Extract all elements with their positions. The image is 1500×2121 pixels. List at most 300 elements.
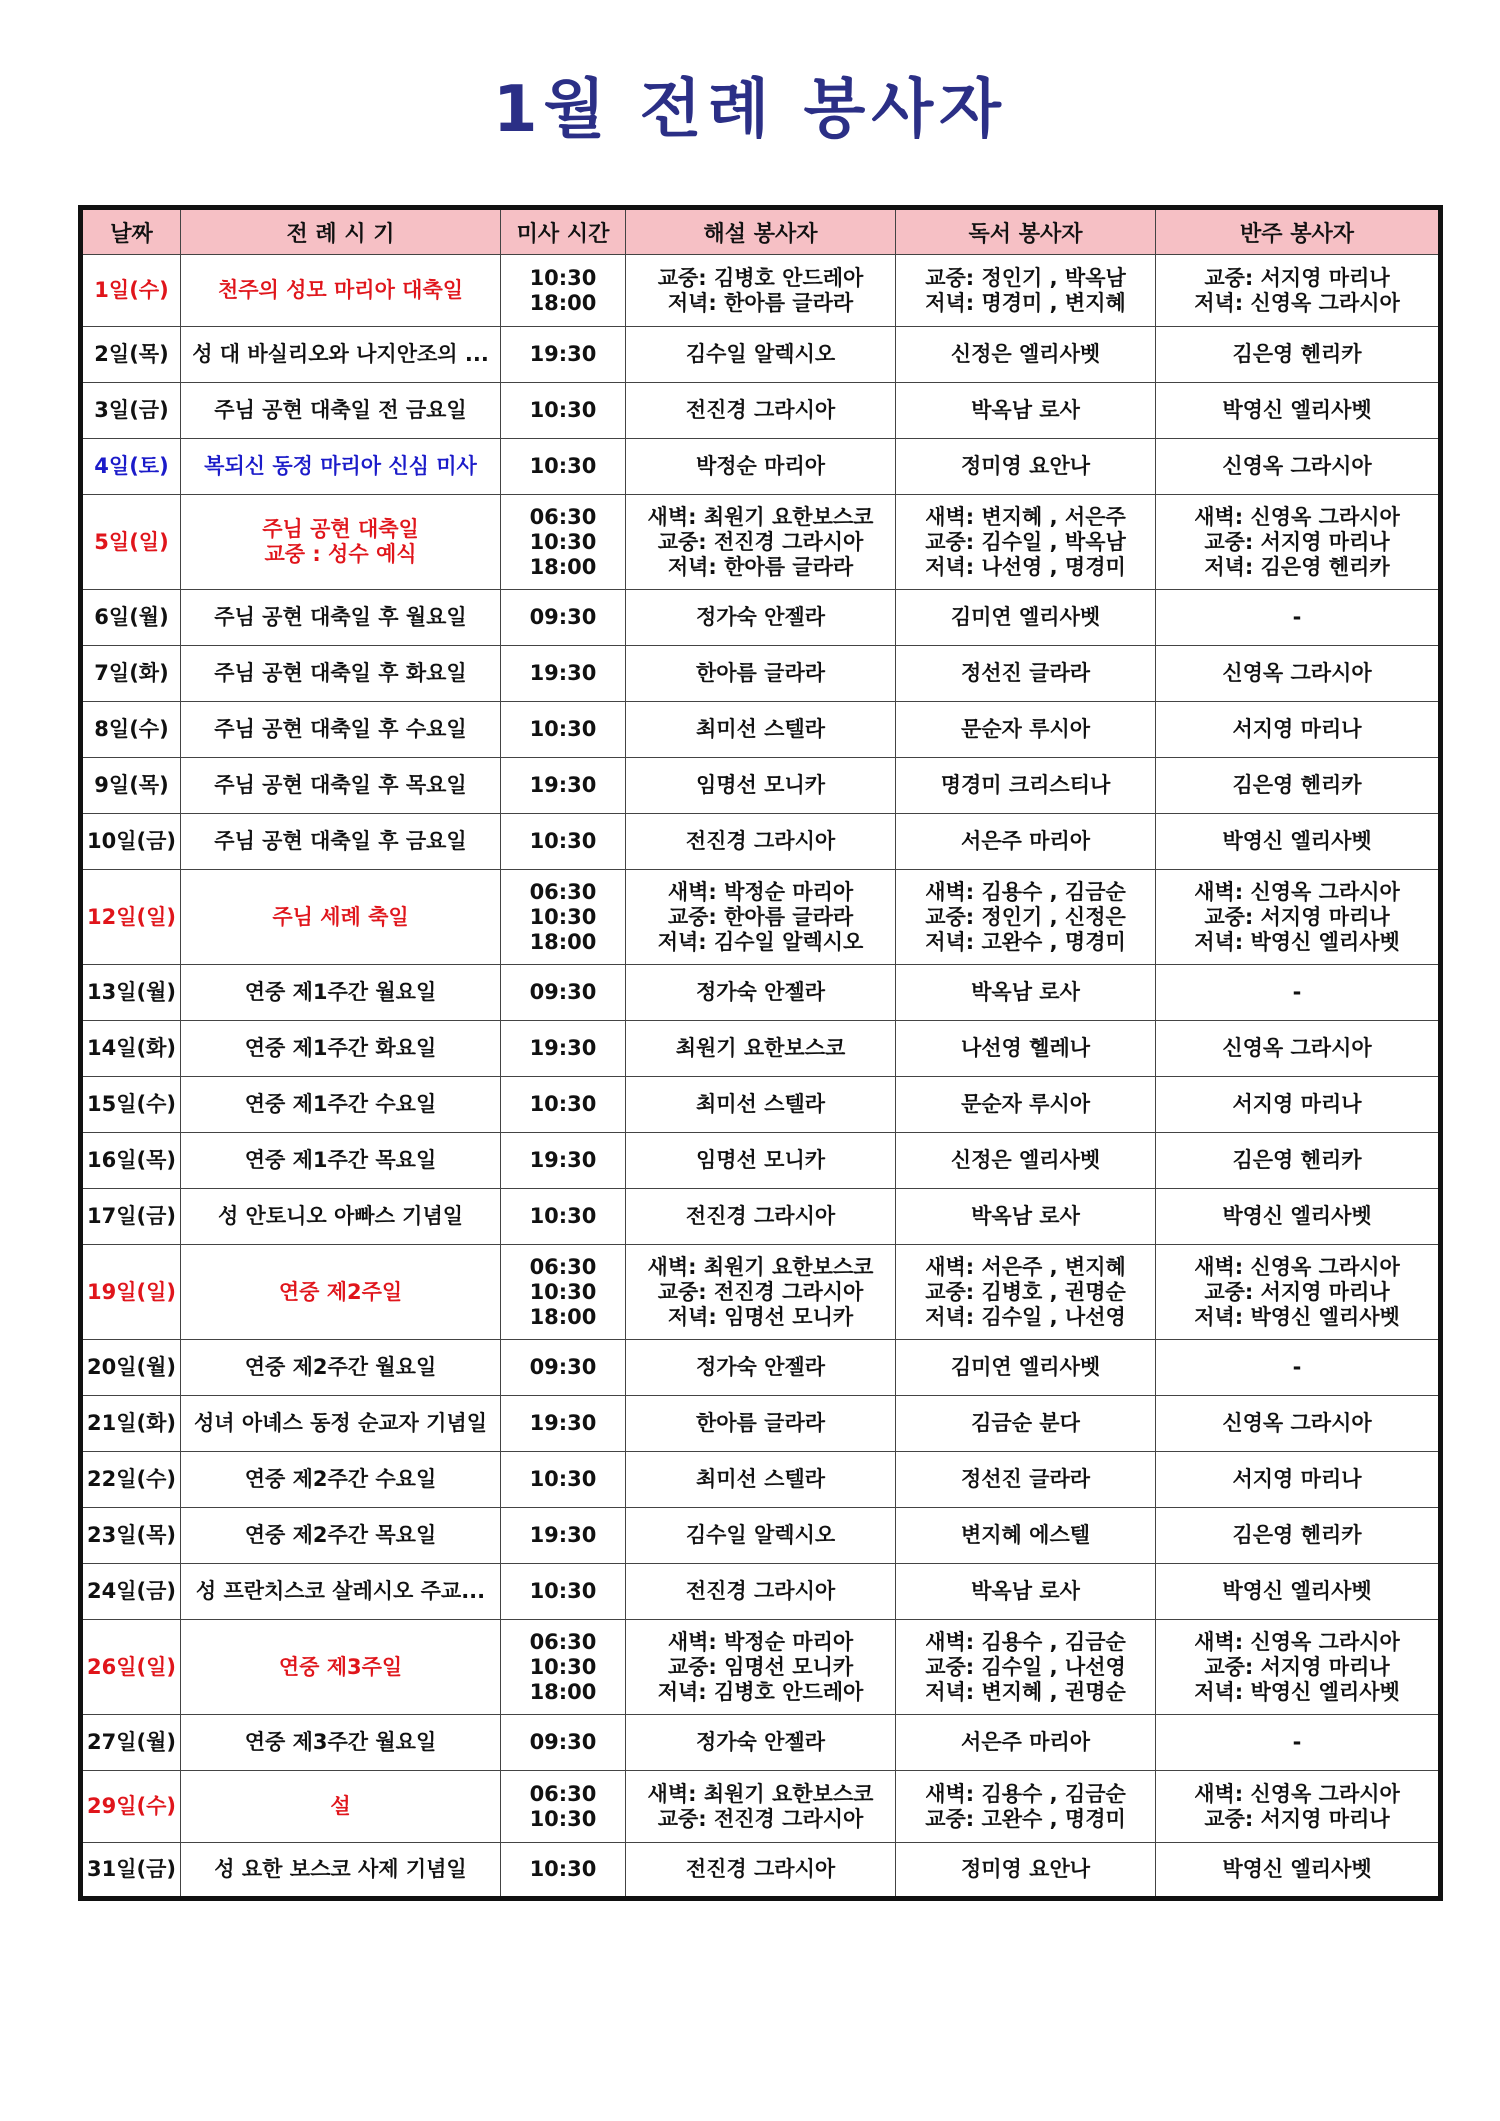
header-time: 미사 시간	[501, 208, 626, 255]
commentary-cell	[626, 1077, 896, 1133]
accompany-line: 박영신 엘리사벳	[1222, 1579, 1372, 1603]
commentary-line: 한아름 글라라	[695, 1411, 826, 1435]
accompany-line: 신영옥 그라시아	[1222, 454, 1372, 478]
accompany-cell	[1156, 495, 1441, 590]
commentary-line: 새벽: 최원기 요한보스코	[647, 504, 874, 529]
time-line: 10:30	[529, 1654, 597, 1679]
accompany-line: 김은영 헨리카	[1232, 1523, 1362, 1547]
reading-cell	[896, 1452, 1156, 1508]
commentary-line: 새벽: 박정순 마리아	[667, 879, 854, 904]
season-cell	[181, 1189, 501, 1245]
accompany-cell	[1156, 1396, 1441, 1452]
accompany-line: -	[1292, 1730, 1302, 1754]
commentary-line: 전진경 그라시아	[685, 1204, 836, 1228]
season-cell	[181, 1077, 501, 1133]
accompany-line: 교중: 서지영 마리나	[1204, 1806, 1390, 1831]
commentary-line: 교중: 김병호 안드레아	[657, 265, 864, 290]
commentary-line: 저녁: 김수일 알렉시오	[657, 929, 864, 954]
table-row	[81, 255, 1441, 327]
time-cell	[501, 327, 626, 383]
date-cell: 7일(화)	[81, 646, 181, 702]
accompany-line: 교중: 서지영 마리나	[1204, 1654, 1390, 1679]
accompany-cell	[1156, 702, 1441, 758]
reading-line: 정선진 글라라	[960, 1467, 1091, 1491]
accompany-cell	[1156, 1077, 1441, 1133]
accompany-line: 새벽: 신영옥 그라시아	[1194, 504, 1400, 529]
table-row	[81, 1508, 1441, 1564]
commentary-cell	[626, 1189, 896, 1245]
commentary-line: 정가숙 안젤라	[695, 605, 826, 629]
time-cell	[501, 1843, 626, 1899]
accompany-cell	[1156, 590, 1441, 646]
season-label: 성녀 아녜스 동정 순교자 기념일	[194, 1411, 487, 1435]
reading-line: 신정은 엘리사벳	[950, 342, 1101, 366]
date-cell: 6일(월)	[81, 590, 181, 646]
reading-line: 교중: 김수일 , 박옥남	[925, 529, 1126, 554]
date-cell: 5일(일)	[81, 495, 181, 590]
season-cell	[181, 590, 501, 646]
season-label: 복되신 동정 마리아 신심 미사	[204, 454, 477, 478]
reading-line: 명경미 크리스티나	[940, 773, 1111, 797]
table-row	[81, 1021, 1441, 1077]
date-cell: 1일(수)	[81, 255, 181, 327]
commentary-line: 교중: 한아름 글라라	[667, 904, 854, 929]
season-label: 주님 공현 대축일 후 금요일	[214, 829, 467, 853]
season-label: 설	[330, 1794, 351, 1818]
reading-line: 정미영 요안나	[960, 1857, 1091, 1881]
date-cell: 3일(금)	[81, 383, 181, 439]
accompany-line: 새벽: 신영옥 그라시아	[1194, 1254, 1400, 1279]
season-label: 천주의 성모 마리아 대축일	[217, 278, 464, 302]
time-line: 10:30	[529, 1857, 597, 1881]
reading-cell	[896, 1715, 1156, 1771]
time-cell	[501, 439, 626, 495]
accompany-line: 새벽: 신영옥 그라시아	[1194, 1629, 1400, 1654]
accompany-cell	[1156, 439, 1441, 495]
season-label: 연중 제1주간 목요일	[244, 1148, 437, 1172]
accompany-line: 저녁: 박영신 엘리사벳	[1194, 929, 1400, 954]
commentary-line: 새벽: 최원기 요한보스코	[647, 1254, 874, 1279]
accompany-line: 신영옥 그라시아	[1222, 1411, 1372, 1435]
accompany-cell	[1156, 1133, 1441, 1189]
commentary-line: 교중: 전진경 그라시아	[657, 529, 864, 554]
date-cell: 27일(월)	[81, 1715, 181, 1771]
time-line: 10:30	[529, 1579, 597, 1603]
time-cell	[501, 1564, 626, 1620]
time-cell	[501, 1508, 626, 1564]
commentary-line: 정가숙 안젤라	[695, 1355, 826, 1379]
commentary-cell	[626, 870, 896, 965]
season-label: 성 안토니오 아빠스 기념일	[217, 1204, 464, 1228]
season-cell	[181, 1620, 501, 1715]
time-cell	[501, 965, 626, 1021]
header-reading: 독서 봉사자	[896, 208, 1156, 255]
header-accompany: 반주 봉사자	[1156, 208, 1441, 255]
commentary-cell	[626, 327, 896, 383]
time-line: 19:30	[529, 1036, 597, 1060]
accompany-cell	[1156, 758, 1441, 814]
reading-line: 저녁: 명경미 , 변지혜	[925, 290, 1126, 315]
season-cell	[181, 383, 501, 439]
reading-cell	[896, 702, 1156, 758]
commentary-line: 저녁: 김병호 안드레아	[657, 1679, 864, 1704]
reading-line: 새벽: 김용수 , 김금순	[925, 879, 1126, 904]
reading-line: 저녁: 나선영 , 명경미	[925, 554, 1126, 579]
time-line: 06:30	[529, 879, 597, 904]
reading-line: 저녁: 김수일 , 나선영	[925, 1304, 1126, 1329]
commentary-line: 저녁: 한아름 글라라	[667, 554, 854, 579]
reading-cell	[896, 1843, 1156, 1899]
reading-line: 변지혜 에스텔	[960, 1523, 1091, 1547]
time-line: 19:30	[529, 1411, 597, 1435]
time-cell	[501, 255, 626, 327]
time-line: 18:00	[529, 1304, 597, 1329]
commentary-line: 교중: 임명선 모니카	[667, 1654, 854, 1679]
time-cell	[501, 1396, 626, 1452]
reading-cell	[896, 1564, 1156, 1620]
reading-line: 새벽: 서은주 , 변지혜	[925, 1254, 1126, 1279]
reading-cell	[896, 1620, 1156, 1715]
reading-cell	[896, 1771, 1156, 1843]
time-line: 10:30	[529, 398, 597, 422]
date-cell: 4일(토)	[81, 439, 181, 495]
season-cell	[181, 870, 501, 965]
commentary-line: 임명선 모니카	[695, 773, 826, 797]
time-line: 19:30	[529, 773, 597, 797]
commentary-line: 최미선 스텔라	[695, 717, 826, 741]
accompany-cell	[1156, 255, 1441, 327]
season-cell	[181, 1133, 501, 1189]
reading-cell	[896, 1340, 1156, 1396]
time-line: 19:30	[529, 1523, 597, 1547]
table-row	[81, 1077, 1441, 1133]
date-cell: 23일(목)	[81, 1508, 181, 1564]
table-row	[81, 1843, 1441, 1899]
time-cell	[501, 495, 626, 590]
accompany-cell	[1156, 646, 1441, 702]
reading-line: 저녁: 고완수 , 명경미	[925, 929, 1126, 954]
commentary-cell	[626, 1715, 896, 1771]
commentary-cell	[626, 495, 896, 590]
reading-line: 교중: 정인기 , 신정은	[925, 904, 1126, 929]
accompany-line: 저녁: 김은영 헨리카	[1204, 554, 1390, 579]
season-cell	[181, 327, 501, 383]
commentary-cell	[626, 1564, 896, 1620]
reading-line: 박옥남 로사	[971, 398, 1080, 422]
reading-cell	[896, 1396, 1156, 1452]
season-cell	[181, 1396, 501, 1452]
commentary-cell	[626, 383, 896, 439]
accompany-cell	[1156, 1715, 1441, 1771]
season-label: 연중 제2주일	[278, 1279, 403, 1304]
accompany-line: 서지영 마리나	[1232, 717, 1362, 741]
accompany-line: 서지영 마리나	[1232, 1467, 1362, 1491]
accompany-cell	[1156, 1021, 1441, 1077]
table-row	[81, 590, 1441, 646]
season-label: 연중 제3주간 월요일	[244, 1730, 437, 1754]
table-row	[81, 965, 1441, 1021]
accompany-cell	[1156, 870, 1441, 965]
time-cell	[501, 758, 626, 814]
accompany-line: 저녁: 박영신 엘리사벳	[1194, 1304, 1400, 1329]
season-label: 성 요한 보스코 사제 기념일	[214, 1857, 467, 1881]
commentary-line: 박정순 마리아	[695, 454, 826, 478]
time-line: 18:00	[529, 1679, 597, 1704]
time-line: 10:30	[529, 717, 597, 741]
reading-line: 서은주 마리아	[960, 829, 1091, 853]
time-cell	[501, 1340, 626, 1396]
accompany-line: 서지영 마리나	[1232, 1092, 1362, 1116]
season-cell	[181, 1843, 501, 1899]
date-cell: 10일(금)	[81, 814, 181, 870]
time-cell	[501, 1245, 626, 1340]
accompany-cell	[1156, 1843, 1441, 1899]
date-cell: 24일(금)	[81, 1564, 181, 1620]
commentary-line: 전진경 그라시아	[685, 829, 836, 853]
reading-cell	[896, 1021, 1156, 1077]
commentary-cell	[626, 646, 896, 702]
schedule-table	[78, 205, 1443, 1901]
header-season: 전 례 시 기	[181, 208, 501, 255]
season-cell	[181, 1715, 501, 1771]
season-cell	[181, 702, 501, 758]
season-cell	[181, 1340, 501, 1396]
commentary-line: 새벽: 박정순 마리아	[667, 1629, 854, 1654]
time-line: 10:30	[529, 829, 597, 853]
season-cell	[181, 495, 501, 590]
season-cell	[181, 646, 501, 702]
time-line: 18:00	[529, 929, 597, 954]
commentary-cell	[626, 1340, 896, 1396]
accompany-line: 김은영 헨리카	[1232, 1148, 1362, 1172]
accompany-cell	[1156, 1508, 1441, 1564]
time-line: 06:30	[529, 504, 597, 529]
season-label: 주님 공현 대축일 후 화요일	[214, 661, 467, 685]
accompany-line: 박영신 엘리사벳	[1222, 1857, 1372, 1881]
reading-line: 김금순 분다	[971, 1411, 1080, 1435]
time-line: 10:30	[529, 1092, 597, 1116]
header-row	[81, 208, 1441, 255]
reading-line: 박옥남 로사	[971, 1579, 1080, 1603]
season-label: 주님 공현 대축일 전 금요일	[214, 398, 467, 422]
season-cell	[181, 1508, 501, 1564]
reading-line: 문순자 루시아	[960, 1092, 1091, 1116]
time-line: 09:30	[529, 1355, 597, 1379]
accompany-line: 저녁: 신영옥 그라시아	[1194, 290, 1400, 315]
commentary-line: 전진경 그라시아	[685, 398, 836, 422]
date-cell: 2일(목)	[81, 327, 181, 383]
date-cell: 16일(목)	[81, 1133, 181, 1189]
accompany-line: -	[1292, 605, 1302, 629]
time-cell	[501, 814, 626, 870]
table-row	[81, 1245, 1441, 1340]
accompany-line: 김은영 헨리카	[1232, 342, 1362, 366]
accompany-line: 박영신 엘리사벳	[1222, 1204, 1372, 1228]
season-cell	[181, 1452, 501, 1508]
time-cell	[501, 590, 626, 646]
reading-line: 저녁: 변지혜 , 권명순	[925, 1679, 1126, 1704]
reading-line: 새벽: 변지혜 , 서은주	[925, 504, 1126, 529]
reading-line: 신정은 엘리사벳	[950, 1148, 1101, 1172]
time-line: 10:30	[529, 1806, 597, 1831]
table-row	[81, 1771, 1441, 1843]
commentary-line: 정가숙 안젤라	[695, 1730, 826, 1754]
commentary-line: 최원기 요한보스코	[675, 1036, 846, 1060]
season-label: 연중 제2주간 목요일	[244, 1523, 437, 1547]
commentary-line: 최미선 스텔라	[695, 1092, 826, 1116]
season-label: 성 프란치스코 살레시오 주교...	[195, 1579, 486, 1603]
time-line: 06:30	[529, 1781, 597, 1806]
table-row	[81, 702, 1441, 758]
reading-cell	[896, 1189, 1156, 1245]
date-cell: 21일(화)	[81, 1396, 181, 1452]
reading-cell	[896, 965, 1156, 1021]
table-row	[81, 814, 1441, 870]
table-row	[81, 1133, 1441, 1189]
accompany-cell	[1156, 1189, 1441, 1245]
commentary-line: 전진경 그라시아	[685, 1857, 836, 1881]
accompany-cell	[1156, 814, 1441, 870]
time-cell	[501, 870, 626, 965]
reading-line: 새벽: 김용수 , 김금순	[925, 1781, 1126, 1806]
reading-cell	[896, 870, 1156, 965]
commentary-cell	[626, 1843, 896, 1899]
commentary-cell	[626, 439, 896, 495]
reading-cell	[896, 327, 1156, 383]
season-cell	[181, 439, 501, 495]
table-row	[81, 1396, 1441, 1452]
reading-cell	[896, 1077, 1156, 1133]
accompany-cell	[1156, 1245, 1441, 1340]
season-label: 주님 공현 대축일 후 월요일	[214, 605, 467, 629]
table-row	[81, 439, 1441, 495]
commentary-line: 최미선 스텔라	[695, 1467, 826, 1491]
accompany-line: 교중: 서지영 마리나	[1204, 265, 1390, 290]
commentary-line: 김수일 알렉시오	[685, 342, 836, 366]
season-cell	[181, 1021, 501, 1077]
commentary-line: 전진경 그라시아	[685, 1579, 836, 1603]
commentary-cell	[626, 758, 896, 814]
season-cell	[181, 758, 501, 814]
commentary-cell	[626, 1133, 896, 1189]
time-line: 10:30	[529, 1467, 597, 1491]
reading-cell	[896, 1133, 1156, 1189]
time-line: 10:30	[529, 904, 597, 929]
reading-line: 문순자 루시아	[960, 717, 1091, 741]
accompany-line: -	[1292, 1355, 1302, 1379]
time-cell	[501, 1771, 626, 1843]
accompany-line: 교중: 서지영 마리나	[1204, 904, 1390, 929]
date-cell: 29일(수)	[81, 1771, 181, 1843]
commentary-line: 정가숙 안젤라	[695, 980, 826, 1004]
time-line: 19:30	[529, 1148, 597, 1172]
reading-cell	[896, 814, 1156, 870]
reading-cell	[896, 383, 1156, 439]
commentary-cell	[626, 1508, 896, 1564]
reading-line: 교중: 정인기 , 박옥남	[925, 265, 1126, 290]
date-cell: 26일(일)	[81, 1620, 181, 1715]
season-label: 연중 제2주간 수요일	[244, 1467, 437, 1491]
table-row	[81, 1189, 1441, 1245]
season-cell	[181, 1564, 501, 1620]
commentary-cell	[626, 1021, 896, 1077]
page-title: 1월 전례 봉사자	[492, 73, 1008, 147]
table-row	[81, 383, 1441, 439]
accompany-line: -	[1292, 980, 1302, 1004]
time-line: 10:30	[529, 529, 597, 554]
date-cell: 9일(목)	[81, 758, 181, 814]
commentary-cell	[626, 255, 896, 327]
date-cell: 17일(금)	[81, 1189, 181, 1245]
season-label: 연중 제1주간 월요일	[244, 980, 437, 1004]
reading-cell	[896, 1245, 1156, 1340]
accompany-cell	[1156, 1771, 1441, 1843]
table-row	[81, 1452, 1441, 1508]
commentary-line: 저녁: 한아름 글라라	[667, 290, 854, 315]
commentary-line: 임명선 모니카	[695, 1148, 826, 1172]
header-commentary: 해설 봉사자	[626, 208, 896, 255]
accompany-cell	[1156, 327, 1441, 383]
time-line: 06:30	[529, 1629, 597, 1654]
reading-line: 교중: 김병호 , 권명순	[925, 1279, 1126, 1304]
reading-cell	[896, 495, 1156, 590]
reading-cell	[896, 758, 1156, 814]
table-row	[81, 1715, 1441, 1771]
season-label: 연중 제3주일	[278, 1654, 403, 1679]
time-cell	[501, 1452, 626, 1508]
season-label: 연중 제1주간 수요일	[244, 1092, 437, 1116]
time-line: 09:30	[529, 605, 597, 629]
season-label: 연중 제1주간 화요일	[244, 1036, 437, 1060]
reading-line: 박옥남 로사	[971, 980, 1080, 1004]
table-row	[81, 1340, 1441, 1396]
time-line: 10:30	[529, 1279, 597, 1304]
table-row	[81, 327, 1441, 383]
header-date: 날짜	[81, 208, 181, 255]
table-row	[81, 758, 1441, 814]
time-cell	[501, 1133, 626, 1189]
commentary-line: 김수일 알렉시오	[685, 1523, 836, 1547]
time-line: 10:30	[529, 265, 597, 290]
commentary-cell	[626, 965, 896, 1021]
commentary-line: 교중: 전진경 그라시아	[657, 1279, 864, 1304]
reading-line: 나선영 헬레나	[960, 1036, 1091, 1060]
reading-line: 김미연 엘리사벳	[950, 1355, 1101, 1379]
date-cell: 19일(일)	[81, 1245, 181, 1340]
commentary-cell	[626, 1771, 896, 1843]
reading-line: 김미연 엘리사벳	[950, 605, 1101, 629]
accompany-cell	[1156, 1620, 1441, 1715]
time-cell	[501, 1715, 626, 1771]
date-cell: 22일(수)	[81, 1452, 181, 1508]
accompany-line: 새벽: 신영옥 그라시아	[1194, 879, 1400, 904]
commentary-cell	[626, 814, 896, 870]
table-row	[81, 870, 1441, 965]
table-row	[81, 1564, 1441, 1620]
time-line: 19:30	[529, 661, 597, 685]
accompany-line: 김은영 헨리카	[1232, 773, 1362, 797]
date-cell: 8일(수)	[81, 702, 181, 758]
time-line: 19:30	[529, 342, 597, 366]
reading-line: 새벽: 김용수 , 김금순	[925, 1629, 1126, 1654]
date-cell: 20일(월)	[81, 1340, 181, 1396]
accompany-cell	[1156, 1564, 1441, 1620]
time-line: 10:30	[529, 454, 597, 478]
accompany-cell	[1156, 965, 1441, 1021]
commentary-cell	[626, 1396, 896, 1452]
commentary-cell	[626, 590, 896, 646]
table-row	[81, 495, 1441, 590]
